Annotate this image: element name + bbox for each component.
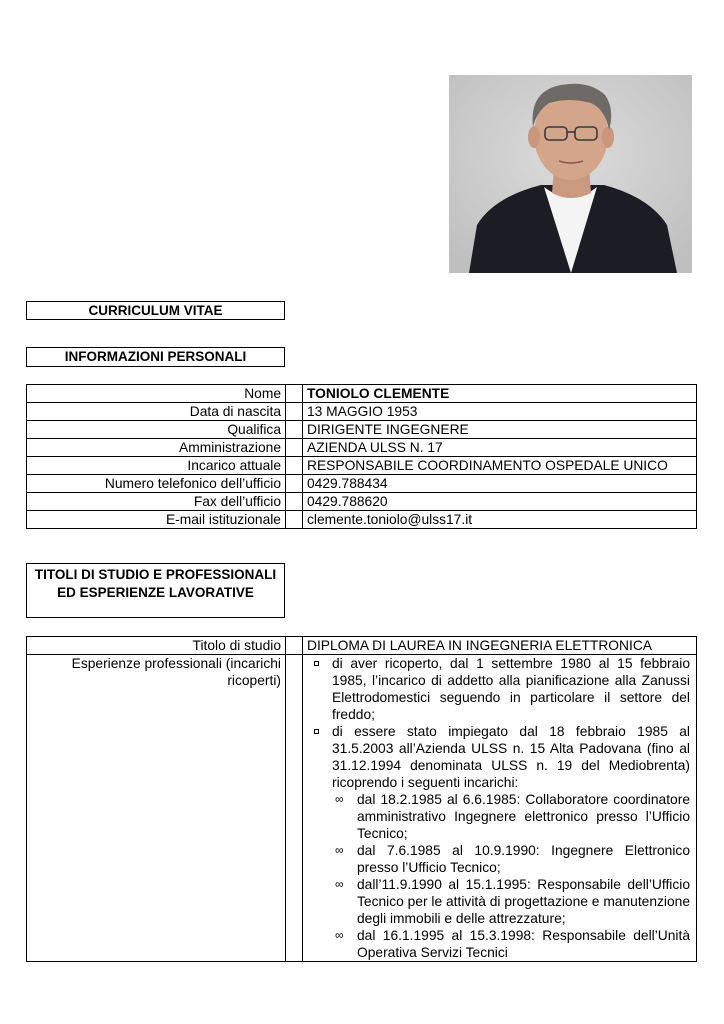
field-value-degree: DIPLOMA DI LAUREA IN INGEGNERIA ELETTRONICA <box>303 637 697 655</box>
field-label-experience: Esperienze professionali (incarichi ricoperti) <box>27 655 286 962</box>
sub-list-item: ∞ dal 18.2.1985 al 6.6.1985: Collaboratore coordinatore amministrativo Ingegnere elettronico presso l’Ufficio Tecnico; <box>332 791 690 842</box>
field-value-name: TONIOLO CLEMENTE <box>303 385 697 403</box>
sub-experience-list <box>332 791 690 961</box>
table-row <box>27 439 697 457</box>
table-row <box>27 457 697 475</box>
field-value-current-role: RESPONSABILE COORDINAMENTO OSPEDALE UNICO <box>303 457 697 475</box>
studies-table <box>26 636 697 962</box>
list-item-text: di essere stato impiegato dal 18 febbraio 1985 al 31.5.2003 all’Azienda ULSS n. 15 Alta Padovana (fino al 31.12.1994 denominata ULSS n. 19 del Mediobrenta) ricoprendo i seguenti incarichi: <box>332 724 690 790</box>
field-label-birth-date: Data di nascita <box>27 403 286 421</box>
studies-title: TITOLI DI STUDIO E PROFESSIONALI ED ESPERIENZE LAVORATIVE <box>26 563 285 618</box>
personal-info-table <box>26 384 697 529</box>
field-label-name: Nome <box>27 385 286 403</box>
field-value-office-phone: 0429.788434 <box>303 475 697 493</box>
portrait-photo <box>449 75 692 273</box>
cv-title: CURRICULUM VITAE <box>26 301 285 320</box>
field-value-qualification: DIRIGENTE INGEGNERE <box>303 421 697 439</box>
table-row <box>27 493 697 511</box>
field-label-qualification: Qualifica <box>27 421 286 439</box>
field-label-office-phone: Numero telefonico dell’ufficio <box>27 475 286 493</box>
table-row <box>27 385 697 403</box>
list-item: di aver ricoperto, dal 1 settembre 1980 al 15 febbraio 1985, l’incarico di addetto alla pianificazione alla Zanussi Elettrodomestici seguendo in particolare il settore del freddo; <box>307 655 690 723</box>
experience-list-cell <box>303 655 697 962</box>
experience-list <box>307 655 690 961</box>
field-label-degree: Titolo di studio <box>27 637 286 655</box>
field-label-office-fax: Fax dell’ufficio <box>27 493 286 511</box>
field-label-email: E-mail istituzionale <box>27 511 286 529</box>
table-row <box>27 655 697 962</box>
personal-info-title: INFORMAZIONI PERSONALI <box>26 347 285 367</box>
table-row <box>27 511 697 529</box>
field-value-administration: AZIENDA ULSS N. 17 <box>303 439 697 457</box>
field-label-administration: Amministrazione <box>27 439 286 457</box>
field-label-current-role: Incarico attuale <box>27 457 286 475</box>
field-value-email[interactable]: clemente.toniolo@ulss17.it <box>303 511 697 529</box>
sub-list-item: ∞ dal 16.1.1995 al 15.3.1998: Responsabile dell’Unità Operativa Servizi Tecnici <box>332 927 690 961</box>
table-row <box>27 475 697 493</box>
field-value-birth-date: 13 MAGGIO 1953 <box>303 403 697 421</box>
list-item <box>307 723 690 961</box>
field-value-office-fax: 0429.788620 <box>303 493 697 511</box>
sub-list-item: ∞ dal 7.6.1985 al 10.9.1990: Ingegnere Elettronico presso l’Ufficio Tecnico; <box>332 842 690 876</box>
table-row <box>27 421 697 439</box>
table-row <box>27 403 697 421</box>
table-row <box>27 637 697 655</box>
sub-list-item: ∞ dall’11.9.1990 al 15.1.1995: Responsabile dell’Ufficio Tecnico per le attività di progettazione e manutenzione degli immobili e delle attrezzature; <box>332 876 690 927</box>
